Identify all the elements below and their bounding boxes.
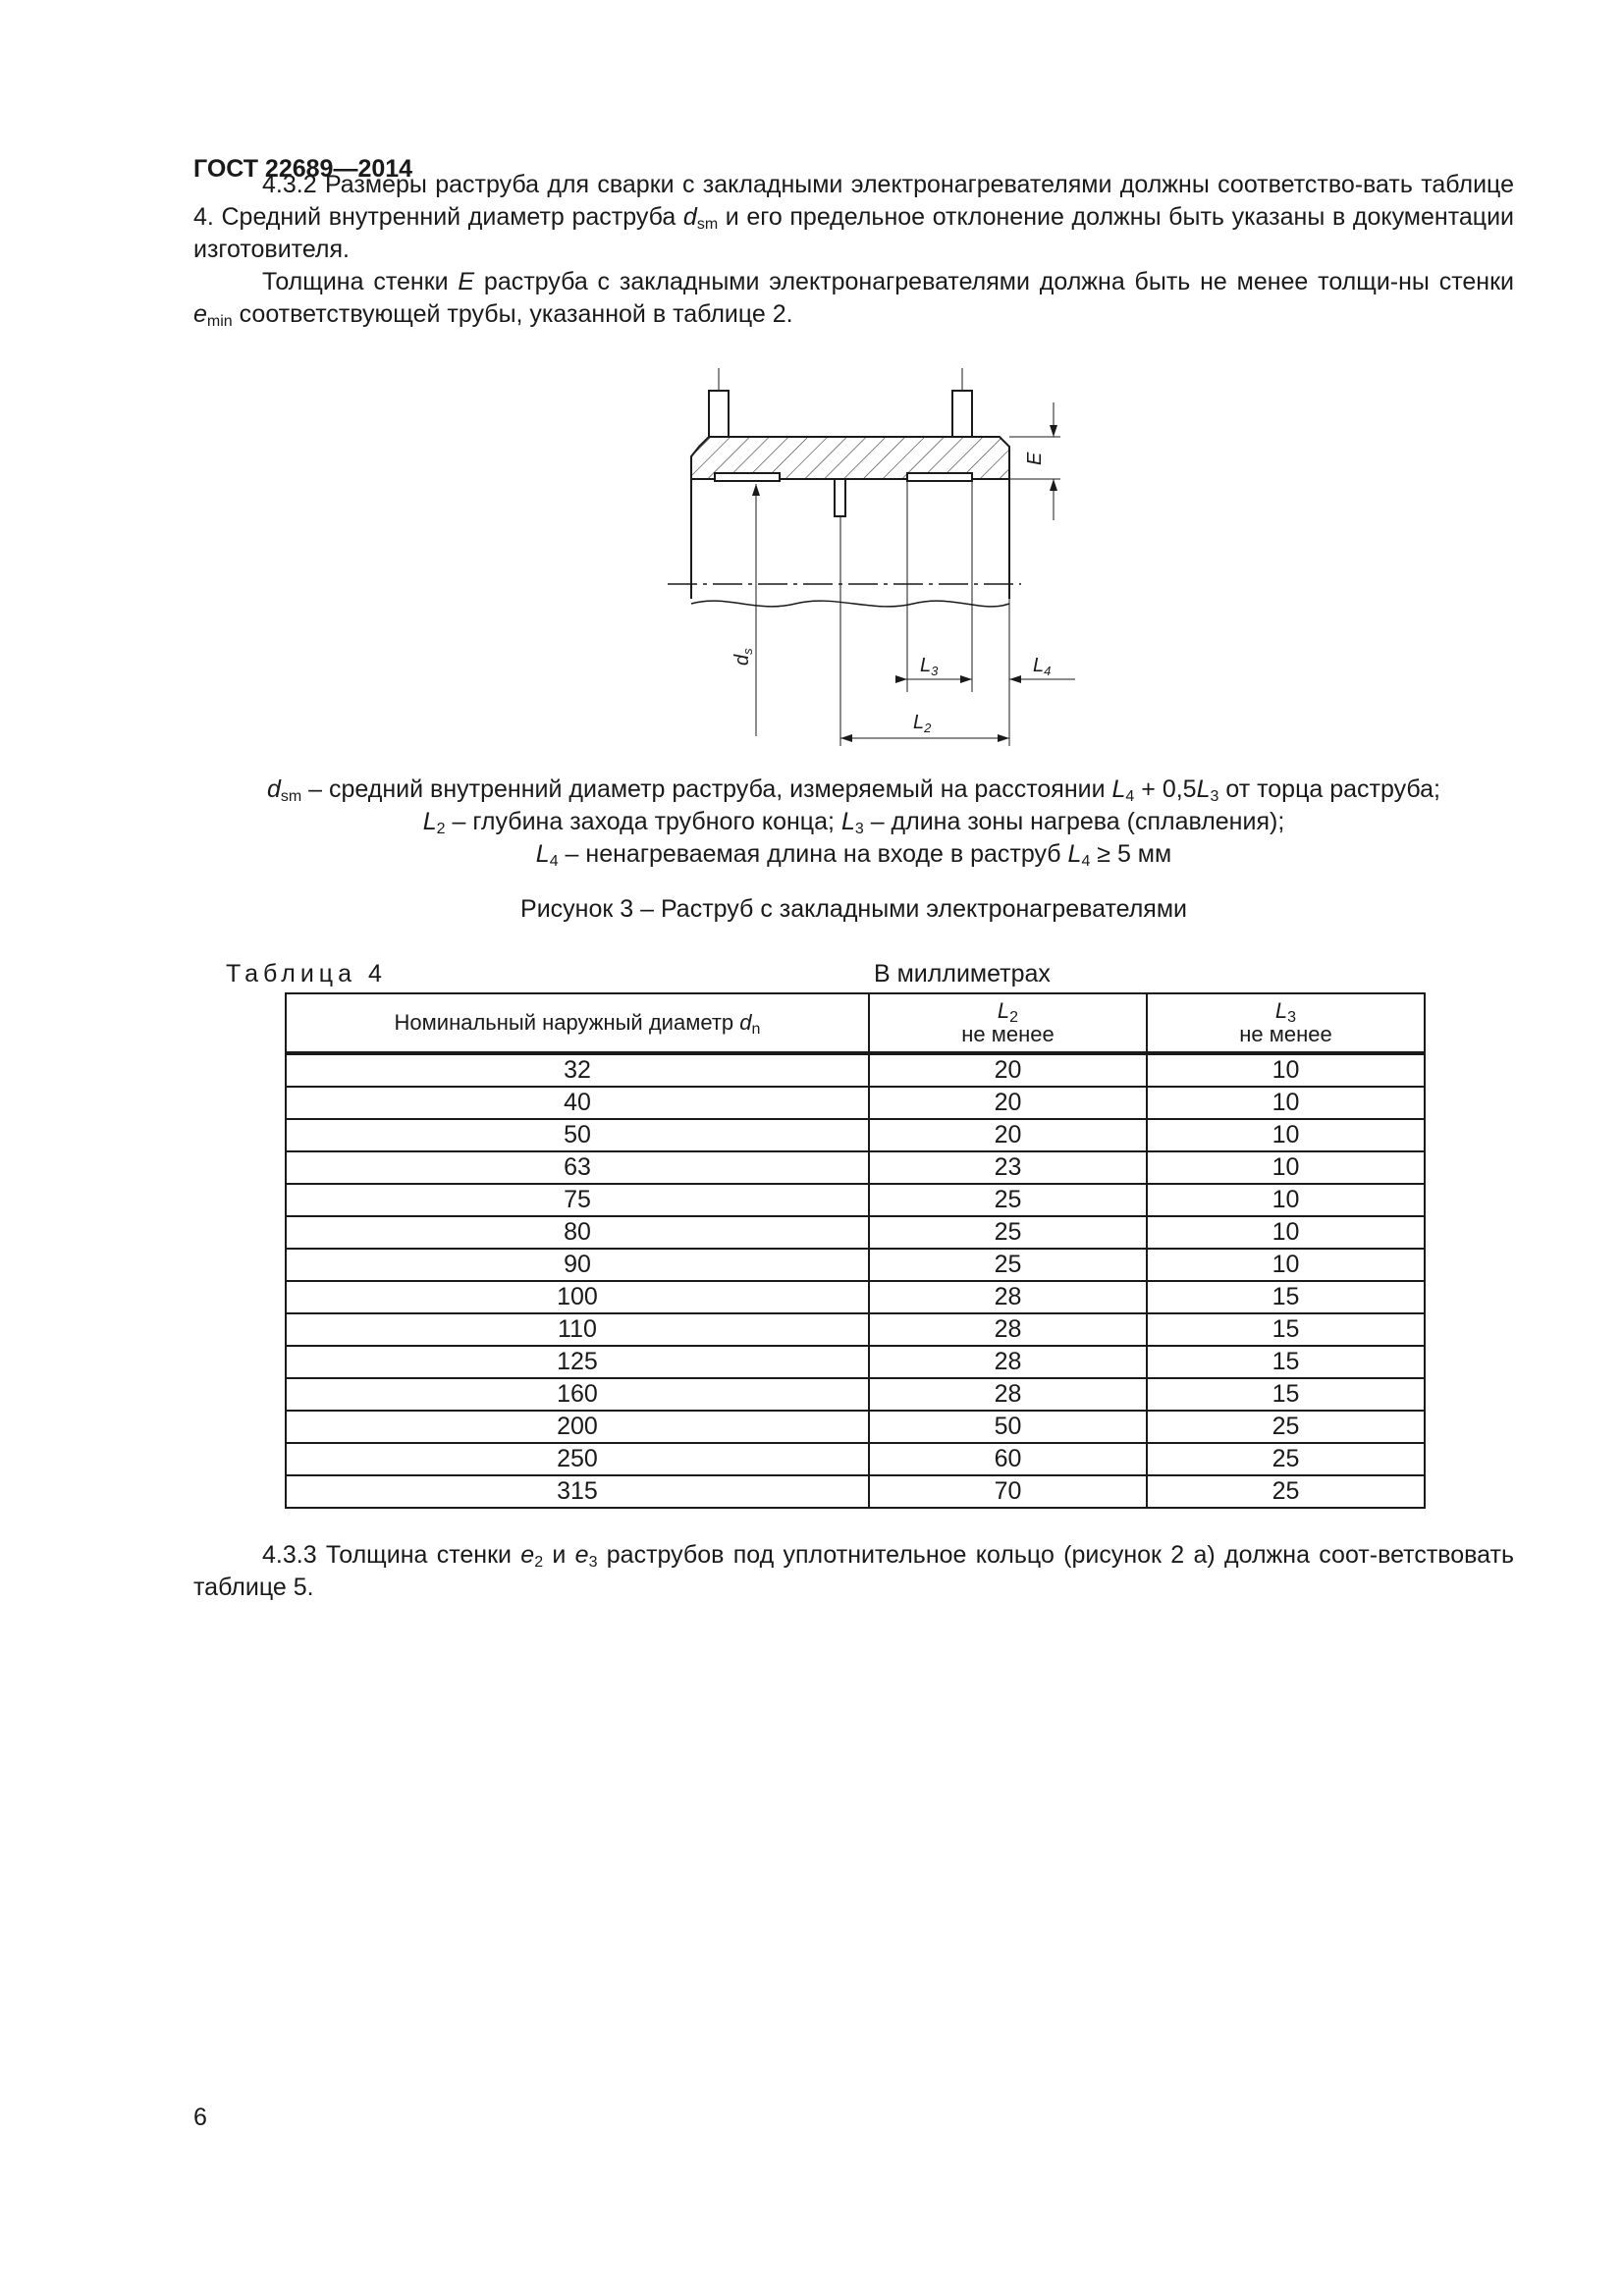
symbol: E (458, 268, 475, 295)
label-L3: $L_3$ (920, 655, 939, 678)
table-cell: 15 (1147, 1378, 1425, 1411)
label-L2: $L_2$ (913, 712, 932, 735)
symbol: L (1274, 998, 1288, 1023)
e-arrow-top (1050, 425, 1057, 437)
label-ds: $d_s$ (731, 648, 755, 666)
table-cell: 23 (869, 1151, 1147, 1184)
table-cell: 50 (286, 1119, 869, 1151)
l3-arrow-left (895, 675, 907, 683)
table-body (286, 1053, 1425, 1508)
symbol: d (267, 775, 281, 803)
l3-arrow-right (960, 675, 972, 683)
table-cell: 40 (286, 1087, 869, 1119)
symbol: d (682, 203, 697, 231)
text: + 0,5 (1134, 775, 1197, 803)
table-cell: 200 (286, 1411, 869, 1443)
header-nominal-diameter (286, 993, 869, 1053)
table-row (286, 1216, 1425, 1249)
text: – глубина захода трубного конца; (445, 808, 841, 835)
symbol: L (422, 808, 437, 835)
text: соответствующей трубы, указанной в таблице 2. (232, 300, 793, 328)
table-cell: 28 (869, 1313, 1147, 1346)
break-line (691, 601, 1009, 607)
subscript: 2 (436, 821, 446, 837)
table-cell: 110 (286, 1313, 869, 1346)
table-cell: 60 (869, 1443, 1147, 1475)
table-cell: 28 (869, 1378, 1147, 1411)
symbol: L (1196, 775, 1211, 803)
e-arrow-bottom (1050, 479, 1057, 491)
figure-title: Рисунок 3 – Раструб с закладными электронагревателями (520, 895, 1187, 923)
legend-line-3 (193, 838, 1514, 871)
ds-arrow (752, 484, 760, 496)
subscript: 4 (1081, 853, 1091, 870)
text: и (543, 1541, 575, 1569)
table-cell: 10 (1147, 1087, 1425, 1119)
subscript: 4 (549, 853, 559, 870)
subscript: 3 (588, 1554, 598, 1571)
header-L3 (1147, 993, 1425, 1053)
table-cell: 10 (1147, 1249, 1425, 1281)
table-cell: 315 (286, 1475, 869, 1508)
table-cell: 50 (869, 1411, 1147, 1443)
subscript: n (751, 1021, 761, 1038)
figure-legend (193, 774, 1514, 871)
center-stop (835, 479, 845, 516)
subscript: sm (280, 788, 302, 805)
subscript: 4 (1125, 788, 1135, 805)
header-L3-note: не менее (1239, 1022, 1332, 1046)
text: 4.3.3 Толщина стенки (262, 1541, 521, 1569)
text: ≥ 5 мм (1090, 840, 1172, 868)
label-L4: $L_4$ (1033, 655, 1052, 678)
table-row (286, 1151, 1425, 1184)
table-cell: 80 (286, 1216, 869, 1249)
symbol: d (739, 1010, 752, 1035)
symbol: L (997, 998, 1010, 1023)
paragraph-4-3-3 (193, 1539, 1514, 1604)
paragraph-4-3-2 (193, 169, 1514, 266)
table-cell: 25 (869, 1184, 1147, 1216)
table-cell: 75 (286, 1184, 869, 1216)
table-row (286, 1313, 1425, 1346)
table-cell: 100 (286, 1281, 869, 1313)
l2-arrow-left (840, 734, 852, 742)
text: и его предельное отклонение должны быть указаны в документации изготовителя. (193, 203, 1515, 263)
subscript: 3 (1210, 788, 1219, 805)
label-E: E (1024, 452, 1046, 465)
symbol: e (193, 300, 207, 328)
table-cell: 25 (1147, 1475, 1425, 1508)
socket-drawing-svg (648, 363, 1090, 746)
table-cell: 20 (869, 1087, 1147, 1119)
subscript: 2 (534, 1554, 544, 1571)
table-cell: 25 (1147, 1411, 1425, 1443)
table-row (286, 1346, 1425, 1378)
table-cell: 63 (286, 1151, 869, 1184)
table-cell: 10 (1147, 1151, 1425, 1184)
page-number: 6 (193, 2104, 207, 2131)
table-cell: 25 (869, 1216, 1147, 1249)
text: – длина зоны нагрева (сплавления); (863, 808, 1285, 835)
symbol: L (1111, 775, 1126, 803)
table-cell: 15 (1147, 1346, 1425, 1378)
table-row (286, 1443, 1425, 1475)
table-row (286, 1053, 1425, 1087)
terminal-pin-left (709, 391, 729, 437)
table-row (286, 1184, 1425, 1216)
table-cell: 10 (1147, 1053, 1425, 1087)
table-units: В миллиметрах (874, 960, 1051, 988)
header-L3-symbol (1148, 998, 1424, 1026)
table-cell: 20 (869, 1119, 1147, 1151)
table-cell: 10 (1147, 1184, 1425, 1216)
table-row (286, 1087, 1425, 1119)
table-header-row (286, 993, 1425, 1053)
symbol: e (520, 1541, 535, 1569)
symbol: L (1067, 840, 1082, 868)
subscript: min (206, 313, 233, 330)
paragraph-wall-thickness (193, 266, 1514, 331)
table-cell: 15 (1147, 1313, 1425, 1346)
table-row (286, 1249, 1425, 1281)
symbol: L (535, 840, 550, 868)
header-L2-note: не менее (961, 1022, 1055, 1046)
table-row (286, 1378, 1425, 1411)
table-cell: 125 (286, 1346, 869, 1378)
table-cell: 28 (869, 1346, 1147, 1378)
table-cell: 15 (1147, 1281, 1425, 1313)
table-4 (285, 992, 1426, 1509)
subscript: sm (696, 216, 719, 233)
table-cell: 25 (869, 1249, 1147, 1281)
legend-line-1 (193, 774, 1514, 806)
heating-zone-left (715, 473, 780, 481)
document-header: ГОСТ 22689—2014 (193, 155, 413, 183)
text: от торца раструба; (1218, 775, 1440, 803)
symbol: e (574, 1541, 589, 1569)
subscript: 2 (1009, 1009, 1019, 1026)
text: – средний внутренний диаметр раструба, измеряемый на расстоянии (301, 775, 1112, 803)
header-L2-symbol (870, 998, 1146, 1026)
terminal-pin-right (952, 391, 972, 437)
table-cell: 160 (286, 1378, 869, 1411)
table-cell: 90 (286, 1249, 869, 1281)
subscript: 3 (1287, 1009, 1297, 1026)
text: Толщина стенки (262, 268, 459, 295)
heating-zone-right (907, 473, 972, 481)
table-cell: 32 (286, 1053, 869, 1087)
text: раструба с закладными электронагревателями должна быть не менее толщи-ны стенки (474, 268, 1514, 295)
header-L2 (869, 993, 1147, 1053)
symbol: L (840, 808, 855, 835)
table-row (286, 1119, 1425, 1151)
table-cell: 10 (1147, 1119, 1425, 1151)
subscript: 3 (854, 821, 864, 837)
text: 4.3.2 Размеры раструба для сварки с закладными электронагревателями должны соответство-вать таблице 4. Средний внутренний диаметр раструба (193, 171, 1514, 231)
table-row (286, 1281, 1425, 1313)
table-cell: 25 (1147, 1443, 1425, 1475)
text: – ненагреваемая длина на входе в раструб (558, 840, 1068, 868)
text: Номинальный наружный диаметр (394, 1010, 740, 1035)
table-label: Таблица 4 (226, 960, 387, 988)
l2-arrow-right (998, 734, 1009, 742)
table-cell: 10 (1147, 1216, 1425, 1249)
table-row (286, 1411, 1425, 1443)
legend-line-2 (193, 806, 1514, 838)
table-cell: 70 (869, 1475, 1147, 1508)
table-cell: 28 (869, 1281, 1147, 1313)
table-cell: 20 (869, 1053, 1147, 1087)
table-row (286, 1475, 1425, 1508)
figure-socket-drawing (648, 363, 1090, 746)
l4-arrow (1009, 675, 1021, 683)
text: раструбов под уплотнительное кольцо (рисунок 2 а) должна соот-ветствовать таблице 5. (193, 1541, 1515, 1601)
table-cell: 250 (286, 1443, 869, 1475)
